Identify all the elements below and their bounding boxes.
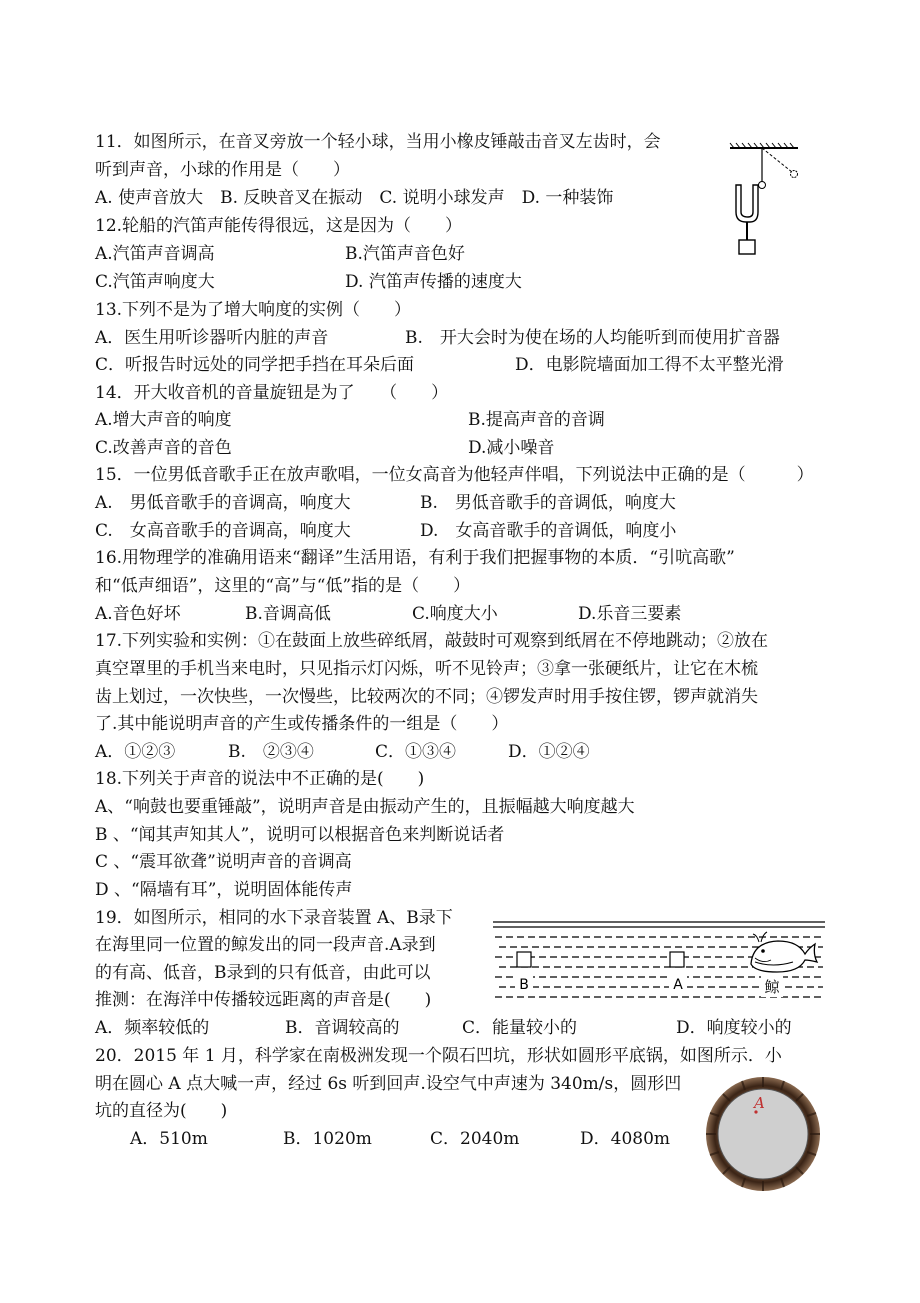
q18-stem: 18.下列关于声音的说法中不正确的是( ) <box>95 769 425 789</box>
q15-option-c: C. 女高音歌手的音调高，响度大 <box>95 521 351 541</box>
q18-option-c: C 、“震耳欲聋”说明声音的音调高 <box>95 852 352 872</box>
q16-option-b: B.音调高低 <box>245 604 331 624</box>
q17-option-c: C．①③④ <box>375 742 457 762</box>
q11-stem-line2: 听到声音，小球的作用是（ ） <box>95 160 350 180</box>
ocean-recorder-figure <box>493 920 825 1005</box>
q19-option-c: C．能量较小的 <box>462 1018 578 1038</box>
q20-stem-line1: 20．2015 年 1 月，科学家在南极洲发现一个陨石凹坑，形状如圆形平底锅，如图所示．小 <box>95 1046 782 1066</box>
q15-option-d: D. 女高音歌手的音调低，响度小 <box>420 521 677 541</box>
q13-option-b: B. 开大会时为使在场的人均能听到而使用扩音器 <box>405 328 780 348</box>
q11-options: A. 使声音放大 B. 反映音叉在振动 C. 说明小球发声 D. 一种装饰 <box>95 188 614 208</box>
recorder-b-label: B <box>519 977 529 993</box>
q14-stem: 14．开大收音机的音量旋钮是为了 （ ） <box>95 383 449 403</box>
q15-option-a: A. 男低音歌手的音调高，响度大 <box>95 493 351 513</box>
q17-stem-line4: 了.其中能说明声音的产生或传播条件的一组是（ ） <box>95 714 509 734</box>
q20-stem-line2: 明在圆心 A 点大喊一声，经过 6s 听到回声.设空气中声速为 340m/s，圆形凹 <box>95 1074 682 1094</box>
q16-option-a: A.音色好坏 <box>95 604 181 624</box>
q20-stem-line3: 坑的直径为( ) <box>95 1101 228 1121</box>
q18-option-a: A、“响鼓也要重锤敲”，说明声音是由振动产生的，且振幅越大响度越大 <box>95 797 635 817</box>
q16-option-d: D.乐音三要素 <box>578 604 682 624</box>
center-label: A <box>754 1094 765 1112</box>
recorder-a-label: A <box>673 977 683 993</box>
q18-option-d: D 、“隔墙有耳”，说明固体能传声 <box>95 880 353 900</box>
q20-option-c: C．2040m <box>430 1129 520 1149</box>
q17-stem-line3: 齿上划过，一次快些，一次慢些，比较两次的不同；④锣发声时用手按住锣，锣声就消失 <box>95 687 758 707</box>
q20-option-a: A．510m <box>130 1129 208 1149</box>
recorder-a-icon <box>670 952 684 967</box>
q17-stem-line2: 真空罩里的手机当来电时，只见指示灯闪烁，听不见铃声；③拿一张硬纸片，让它在木梳 <box>95 659 758 679</box>
q19-stem-line4: 推测：在海洋中传播较远距离的声音是( ) <box>95 990 432 1010</box>
q12-option-a: A.汽笛声音调高 <box>95 244 215 264</box>
recorder-b-icon <box>517 952 531 967</box>
q19-option-a: A．频率较低的 <box>95 1018 210 1038</box>
q18-option-b: B 、“闻其声知其人”，说明可以根据音色来判断说话者 <box>95 825 505 845</box>
q17-stem-line1: 17.下列实验和实例：①在鼓面上放些碎纸屑，敲鼓时可观察到纸屑在不停地跳动；②放在 <box>95 631 769 651</box>
q19-option-b: B．音调较高的 <box>285 1018 400 1038</box>
q13-stem: 13.下列不是为了增大响度的实例（ ） <box>95 300 412 320</box>
q12-option-c: C.汽笛声响度大 <box>95 272 215 292</box>
q16-stem-line1: 16.用物理学的准确用语来“翻译”生活用语，有利于我们把握事物的本质．“引吭高歌” <box>95 548 735 568</box>
q14-option-a: A.增大声音的响度 <box>95 410 232 430</box>
q16-stem-line2: 和“低声细语”，这里的“高”与“低”指的是（ ） <box>95 576 471 596</box>
q12-option-d: D. 汽笛声传播的速度大 <box>345 272 522 292</box>
q13-option-c: C．听报告时远处的同学把手挡在耳朵后面 <box>95 355 415 375</box>
q14-option-d: D.减小噪音 <box>468 438 555 458</box>
q14-option-c: C.改善声音的音色 <box>95 438 232 458</box>
q13-option-d: D．电影院墙面加工得不太平整光滑 <box>515 355 784 375</box>
q17-option-b: B. ②③④ <box>228 742 314 762</box>
q19-stem-line3: 的有高、低音，B录到的只有低音，由此可以 <box>95 963 431 983</box>
q17-option-a: A．①②③ <box>95 742 176 762</box>
q15-stem: 15．一位男低音歌手正在放声歌唱，一位女高音为他轻声伴唱，下列说法中正确的是（ ） <box>95 465 814 485</box>
q15-option-b: B. 男低音歌手的音调低，响度大 <box>420 493 676 513</box>
q16-option-c: C.响度大小 <box>412 604 498 624</box>
q14-option-b: B.提高声音的音调 <box>468 410 605 430</box>
q11-stem-line1: 11．如图所示，在音叉旁放一个轻小球，当用小橡皮锤敲击音叉左齿时，会 <box>95 132 661 152</box>
whale-label: 鲸 <box>764 978 780 996</box>
crater-figure <box>704 1075 822 1193</box>
q17-option-d: D．①②④ <box>508 742 590 762</box>
q19-option-d: D．响度较小的 <box>676 1018 792 1038</box>
q19-stem-line1: 19．如图所示，相同的水下录音装置 A、B录下 <box>95 908 453 928</box>
q13-option-a: A．医生用听诊器听内脏的声音 <box>95 328 329 348</box>
tuning-fork-figure <box>728 140 808 260</box>
q20-option-b: B．1020m <box>283 1129 372 1149</box>
q12-option-b: B.汽笛声音色好 <box>345 244 465 264</box>
q20-option-d: D．4080m <box>580 1129 671 1149</box>
whale-icon <box>751 932 817 972</box>
q12-stem: 12.轮船的汽笛声能传得很远，这是因为（ ） <box>95 216 463 236</box>
q19-stem-line2: 在海里同一位置的鲸发出的同一段声音.A录到 <box>95 935 436 955</box>
